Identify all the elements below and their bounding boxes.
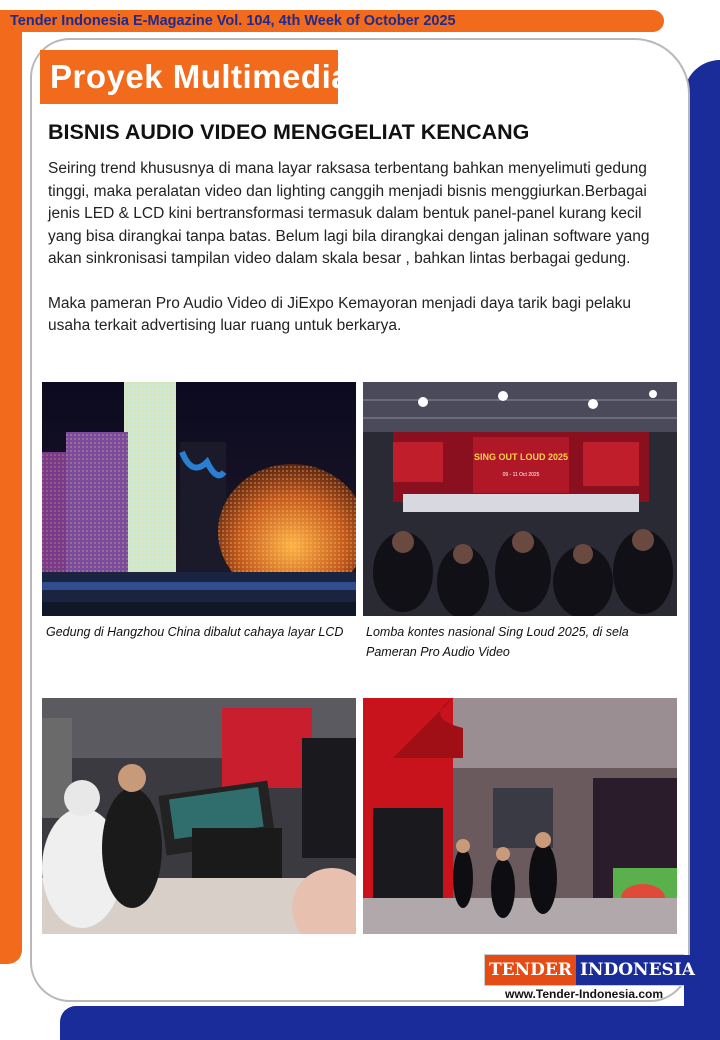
photo-stage-graphic [363, 382, 677, 616]
article-paragraph: Maka pameran Pro Audio Video di JiExpo Kemayoran menjadi daya tarik bagi pelaku usaha terkait advertising luar ruang untuk berkarya. [48, 294, 632, 334]
article-title: BISNIS AUDIO VIDEO MENGGELIAT KENCANG [48, 120, 530, 144]
logo-box [484, 954, 695, 986]
photo-hangzhou-graphic [42, 382, 356, 616]
bottom-navy-strip [60, 1006, 720, 1040]
photo-exhibition-corridor [363, 698, 677, 934]
photo-audio-booth [42, 698, 356, 934]
photo-hangzhou-building [42, 382, 356, 616]
logo-text-indonesia: INDONESIA [576, 955, 699, 985]
logo-text-tender: TENDER [485, 955, 576, 985]
photo-corridor-graphic [363, 698, 677, 934]
photo-hangzhou-caption: Gedung di Hangzhou China dibalut cahaya layar LCD [46, 625, 344, 639]
left-orange-strip [0, 32, 22, 964]
stage-banner-title: SING OUT LOUD 2025 [473, 452, 569, 462]
magazine-header-title: Tender Indonesia E-Magazine Vol. 104, 4th Week of October 2025 [10, 13, 456, 29]
photo-sing-loud-stage [363, 382, 677, 616]
logo-url: www.Tender-Indonesia.com [504, 987, 664, 1001]
article-paragraph: Seiring trend khususnya di mana layar raksasa terbentang bahkan menyelimuti gedung tinggi, maka peralatan video dan lighting canggih menjadi bisnis menggiurkan.Berbagai jenis LED & LCD kini bertransformasi termasuk dalam bentuk panel-panel kurang kecil yang bisa dirangkai tanpa batas. Belum lagi bila dirangkai dengan jalinan software yang akan sinkronisasi tampilan video dalam skala besar , bahkan lintas berbagai gedung. [48, 160, 650, 267]
tender-indonesia-logo [484, 954, 695, 1002]
article-body [48, 158, 668, 360]
photo-sing-loud-caption: Lomba kontes nasional Sing Loud 2025, di sela Pameran Pro Audio Video [366, 625, 629, 659]
section-label: Proyek Multimedia [40, 50, 338, 104]
stage-banner-date: 09 - 11 Oct 2025 [502, 472, 540, 478]
photo-booth-graphic [42, 698, 356, 934]
